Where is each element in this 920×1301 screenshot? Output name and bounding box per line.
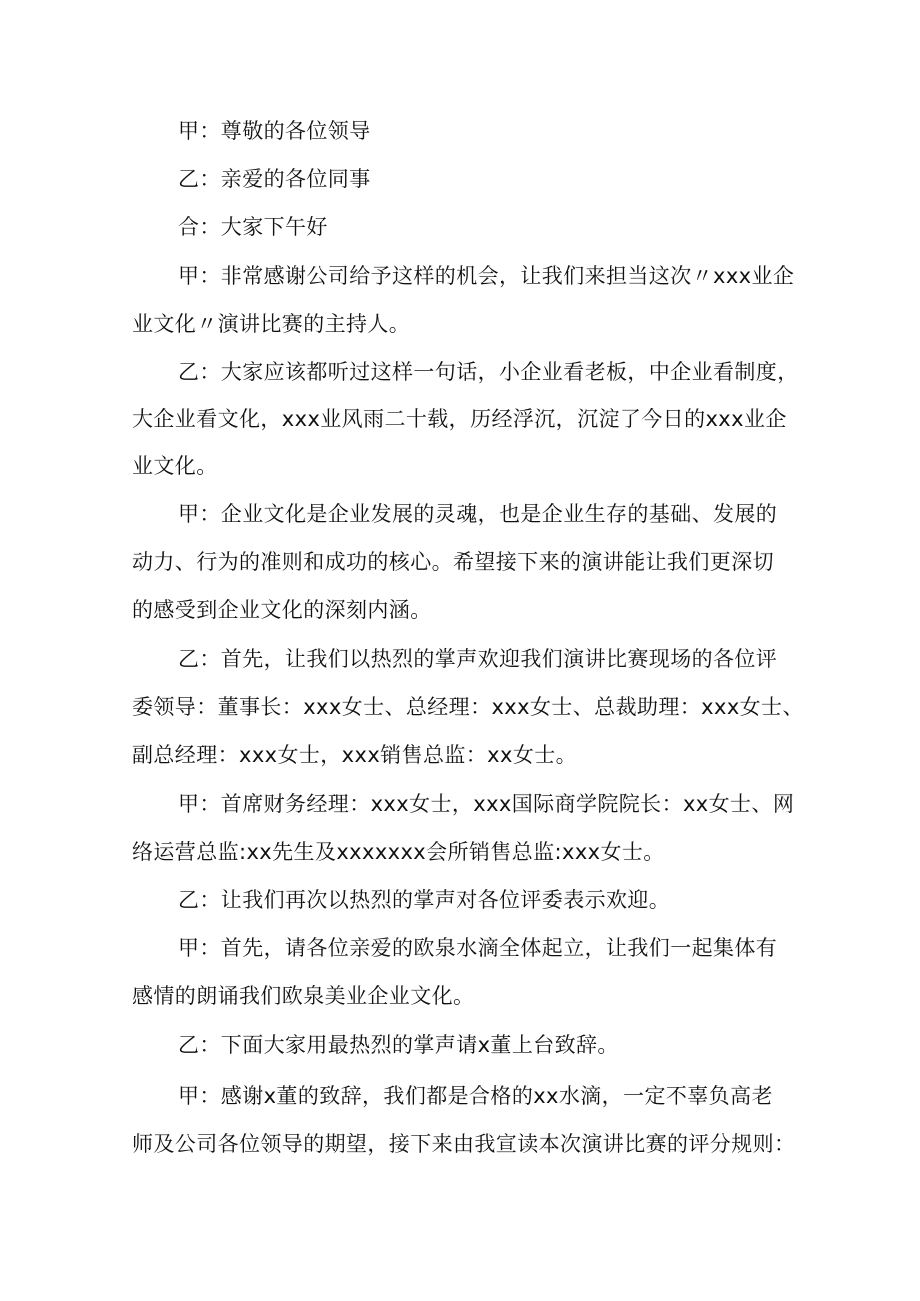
text-line-11: 的感受到企业文化的深刻内涵。: [132, 598, 432, 622]
text-line-18: 甲：首先，请各位亲爱的欧泉水滴全体起立，让我们一起集体有: [178, 936, 778, 960]
text-line-7: 大企业看文化，xxx业风雨二十载，历经浮沉，沉淀了今日的xxx业企: [132, 407, 787, 431]
text-line-16: 络运营总监:xx先生及xxxxxxx会所销售总监:xxx女士。: [132, 840, 665, 864]
text-line-8: 业文化。: [132, 454, 218, 478]
text-line-19: 感情的朗诵我们欧泉美业企业文化。: [132, 984, 475, 1008]
text-line-14: 副总经理：xxx女士，xxx销售总监：xx女士。: [132, 743, 578, 767]
text-line-4: 甲：非常感谢公司给予这样的机会，让我们来担当这次〃xxx业企: [178, 264, 795, 288]
text-line-12: 乙：首先，让我们以热烈的掌声欢迎我们演讲比赛现场的各位评: [178, 647, 778, 671]
text-line-20: 乙：下面大家用最热烈的掌声请x董上台致辞。: [178, 1033, 619, 1057]
text-line-13: 委领导：董事长：xxx女士、总经理：xxx女士、总裁助理：xxx女士、: [132, 695, 804, 719]
text-line-22: 师及公司各位领导的期望，接下来由我宣读本次演讲比赛的评分规则：: [132, 1132, 796, 1156]
text-line-15: 甲：首席财务经理：xxx女士，xxx国际商学院院长：xx女士、网: [178, 792, 795, 816]
text-line-1: 甲：尊敬的各位领导: [178, 119, 371, 143]
text-line-10: 动力、行为的准则和成功的核心。希望接下来的演讲能让我们更深切: [132, 550, 774, 574]
text-line-5: 业文化〃演讲比赛的主持人。: [132, 312, 411, 336]
text-line-3: 合：大家下午好: [178, 215, 328, 239]
text-line-21: 甲：感谢x董的致辞，我们都是合格的xx水滴，一定不辜负高老: [178, 1084, 773, 1108]
text-line-6: 乙：大家应该都听过这样一句话，小企业看老板，中企业看制度，: [178, 360, 799, 384]
text-line-2: 乙：亲爱的各位同事: [178, 167, 371, 191]
text-line-9: 甲：企业文化是企业发展的灵魂，也是企业生存的基础、发展的: [178, 502, 778, 526]
text-line-17: 乙：让我们再次以热烈的掌声对各位评委表示欢迎。: [178, 888, 671, 912]
